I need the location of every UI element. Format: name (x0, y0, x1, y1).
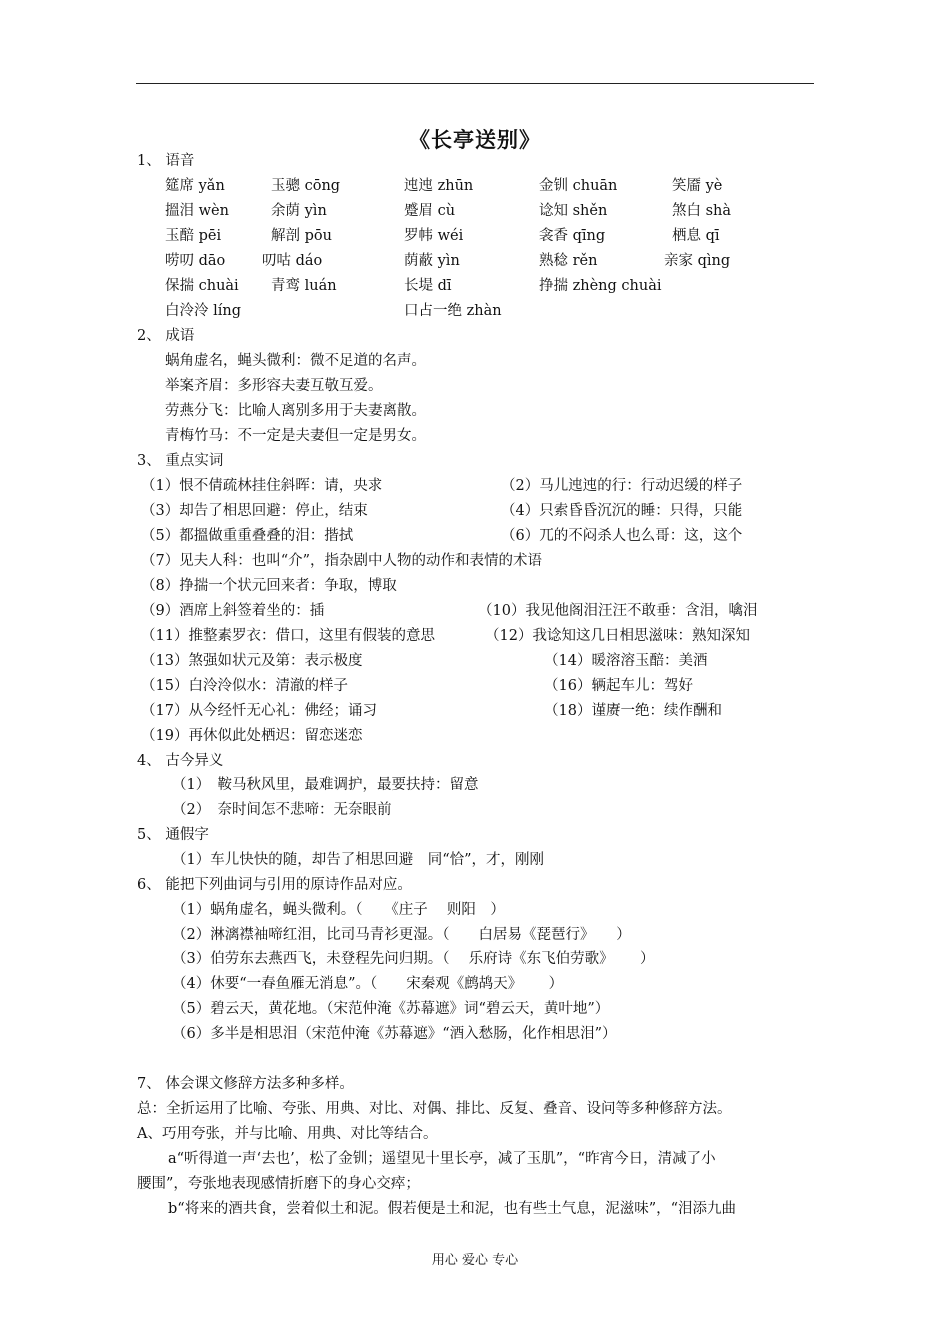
pronunciation-item: 谂知 shěn (539, 203, 608, 219)
rhetoric-subheading: A、巧用夸张，并与比喻、用典、对比等结合。 (137, 1126, 438, 1142)
pronunciation-item: 保揣 chuài (165, 278, 239, 294)
key-word-item: （16）辆起车儿：驾好 (544, 678, 693, 694)
meaning-shift-item: （2） 奈时间怎不悲啼：无奈眼前 (172, 802, 392, 818)
key-word-item: （17）从今经忏无心礼：佛经；诵习 (141, 703, 377, 719)
pronunciation-item: 玉骢 cōng (271, 178, 341, 194)
idiom-item: 劳燕分飞：比喻人离别多用于夫妻离散。 (165, 403, 426, 419)
key-word-item: （2）马儿迍迍的行：行动迟缓的样子 (501, 478, 743, 494)
pronunciation-item: 唠叨 dāo (165, 253, 226, 269)
rhetoric-summary: 总：全折运用了比喻、夸张、用典、对比、对偶、排比、反复、叠音、设问等多种修辞方法。 (137, 1101, 732, 1117)
pronunciation-item: 笑靥 yè (672, 178, 723, 194)
pronunciation-item: 搵泪 wèn (165, 203, 229, 219)
key-word-item: （11）推整素罗衣：借口，这里有假装的意思 (141, 628, 435, 644)
pronunciation-item: 口占一绝 zhàn (404, 303, 502, 319)
key-word-item: （1）恨不倩疏林挂住斜晖：请，央求 (141, 478, 383, 494)
source-matching-item: （5）碧云天，黄花地。（宋范仲淹《苏幕遮》词“碧云天，黄叶地”） (172, 1001, 610, 1017)
key-word-item: （14）暖溶溶玉醅：美酒 (544, 653, 708, 669)
pronunciation-item: 罗帏 wéi (404, 228, 464, 244)
pronunciation-item: 玉醅 pēi (165, 228, 222, 244)
rhetoric-paragraph-line: a“听得道一声‘去也’，松了金钏；遥望见十里长亭，减了玉肌”，“昨宵今日，清减了小 (168, 1151, 716, 1167)
key-word-item: （7）见夫人科：也叫“介”，指杂剧中人物的动作和表情的术语 (141, 553, 543, 569)
section-heading-pronunciation: 1、 语音 (137, 153, 195, 169)
source-matching-item: （4）休要“一春鱼雁无消息”。（ 宋秦观《鹧鸪天》 ） (172, 976, 564, 992)
source-matching-item: （2）淋漓襟袖啼红泪，比司马青衫更湿。（ 白居易《琵琶行》 ） (172, 927, 631, 943)
section-heading-loan-characters: 5、 通假字 (137, 827, 209, 843)
rhetoric-paragraph-line: 腰围”，夸张地表现感情折磨下的身心交瘁； (137, 1176, 420, 1192)
section-heading-source-matching: 6、 能把下列曲词与引用的原诗作品对应。 (137, 877, 412, 893)
key-word-item: （8）挣揣一个状元回来者：争取，博取 (141, 578, 397, 594)
key-word-item: （5）都搵做重重叠叠的泪：揩拭 (141, 528, 354, 544)
pronunciation-item: 长堤 dī (404, 278, 452, 294)
key-word-item: （19）再休似此处栖迟：留恋迷恋 (141, 728, 363, 744)
key-word-item: （10）我见他阁泪汪汪不敢垂：含泪，噙泪 (478, 603, 758, 619)
header-rule (136, 83, 814, 84)
pronunciation-item: 筵席 yǎn (165, 178, 225, 194)
section-heading-key-words: 3、 重点实词 (137, 453, 224, 469)
pronunciation-item: 荫蔽 yìn (404, 253, 460, 269)
key-word-item: （13）煞强如状元及第：表示极度 (141, 653, 363, 669)
pronunciation-item: 解剖 pōu (271, 228, 332, 244)
pronunciation-item: 余荫 yìn (271, 203, 327, 219)
key-word-item: （4）只索昏昏沉沉的睡：只得，只能 (501, 503, 743, 519)
pronunciation-item: 青鸾 luán (271, 278, 337, 294)
key-word-item: （6）兀的不闷杀人也么哥：这，这个 (501, 528, 743, 544)
idiom-item: 青梅竹马：不一定是夫妻但一定是男女。 (165, 428, 426, 444)
pronunciation-item: 蹙眉 cù (404, 203, 456, 219)
loan-character-item: （1）车儿快快的随，却告了相思回避 同“恰”，才，刚刚 (172, 852, 545, 868)
source-matching-item: （1）蜗角虚名，蝇头微利。（ 《庄子 则阳 ） (172, 902, 505, 918)
pronunciation-item: 煞白 shà (672, 203, 732, 219)
pronunciation-item: 挣揣 zhèng chuài (539, 278, 662, 294)
pronunciation-item: 迍迍 zhūn (404, 178, 474, 194)
source-matching-item: （6）多半是相思泪（宋范仲淹《苏幕遮》“酒入愁肠，化作相思泪”） (172, 1026, 617, 1042)
idiom-item: 蜗角虚名，蝇头微利：微不足道的名声。 (165, 353, 426, 369)
pronunciation-item: 亲家 qìng (664, 253, 731, 269)
page-footer: 用心 爱心 专心 (431, 1253, 519, 1268)
pronunciation-item: 衾香 qīng (539, 228, 606, 244)
key-word-item: （15）白泠泠似水：清澈的样子 (141, 678, 348, 694)
source-matching-item: （3）伯劳东去燕西飞，未登程先问归期。（ 乐府诗《东飞伯劳歌》 ） (172, 951, 655, 967)
rhetoric-paragraph-line: b“将来的酒共食，尝着似土和泥。假若便是土和泥，也有些土气息，泥滋味”，“泪添九曲 (168, 1201, 737, 1217)
section-heading-meaning-shift: 4、 古今异义 (137, 753, 224, 769)
pronunciation-item: 金钏 chuān (539, 178, 618, 194)
pronunciation-item: 栖息 qī (672, 228, 720, 244)
pronunciation-item: 白泠泠 líng (165, 303, 242, 319)
section-heading-idioms: 2、 成语 (137, 328, 195, 344)
key-word-item: （12）我谂知这几日相思滋味：熟知深知 (485, 628, 750, 644)
key-word-item: （18）谨赓一绝：续作酬和 (544, 703, 722, 719)
pronunciation-item: 叨咕 dáo (262, 253, 323, 269)
key-word-item: （9）酒席上斜签着坐的：插 (141, 603, 325, 619)
pronunciation-item: 熟稔 rěn (539, 253, 598, 269)
page-title: 《长亭送别》 (409, 127, 541, 152)
key-word-item: （3）却告了相思回避：停止，结束 (141, 503, 368, 519)
idiom-item: 举案齐眉：多形容夫妻互敬互爱。 (165, 378, 383, 394)
section-heading-rhetoric: 7、 体会课文修辞方法多种多样。 (137, 1076, 354, 1092)
meaning-shift-item: （1） 鞍马秋风里，最难调护，最要扶持：留意 (172, 777, 479, 793)
